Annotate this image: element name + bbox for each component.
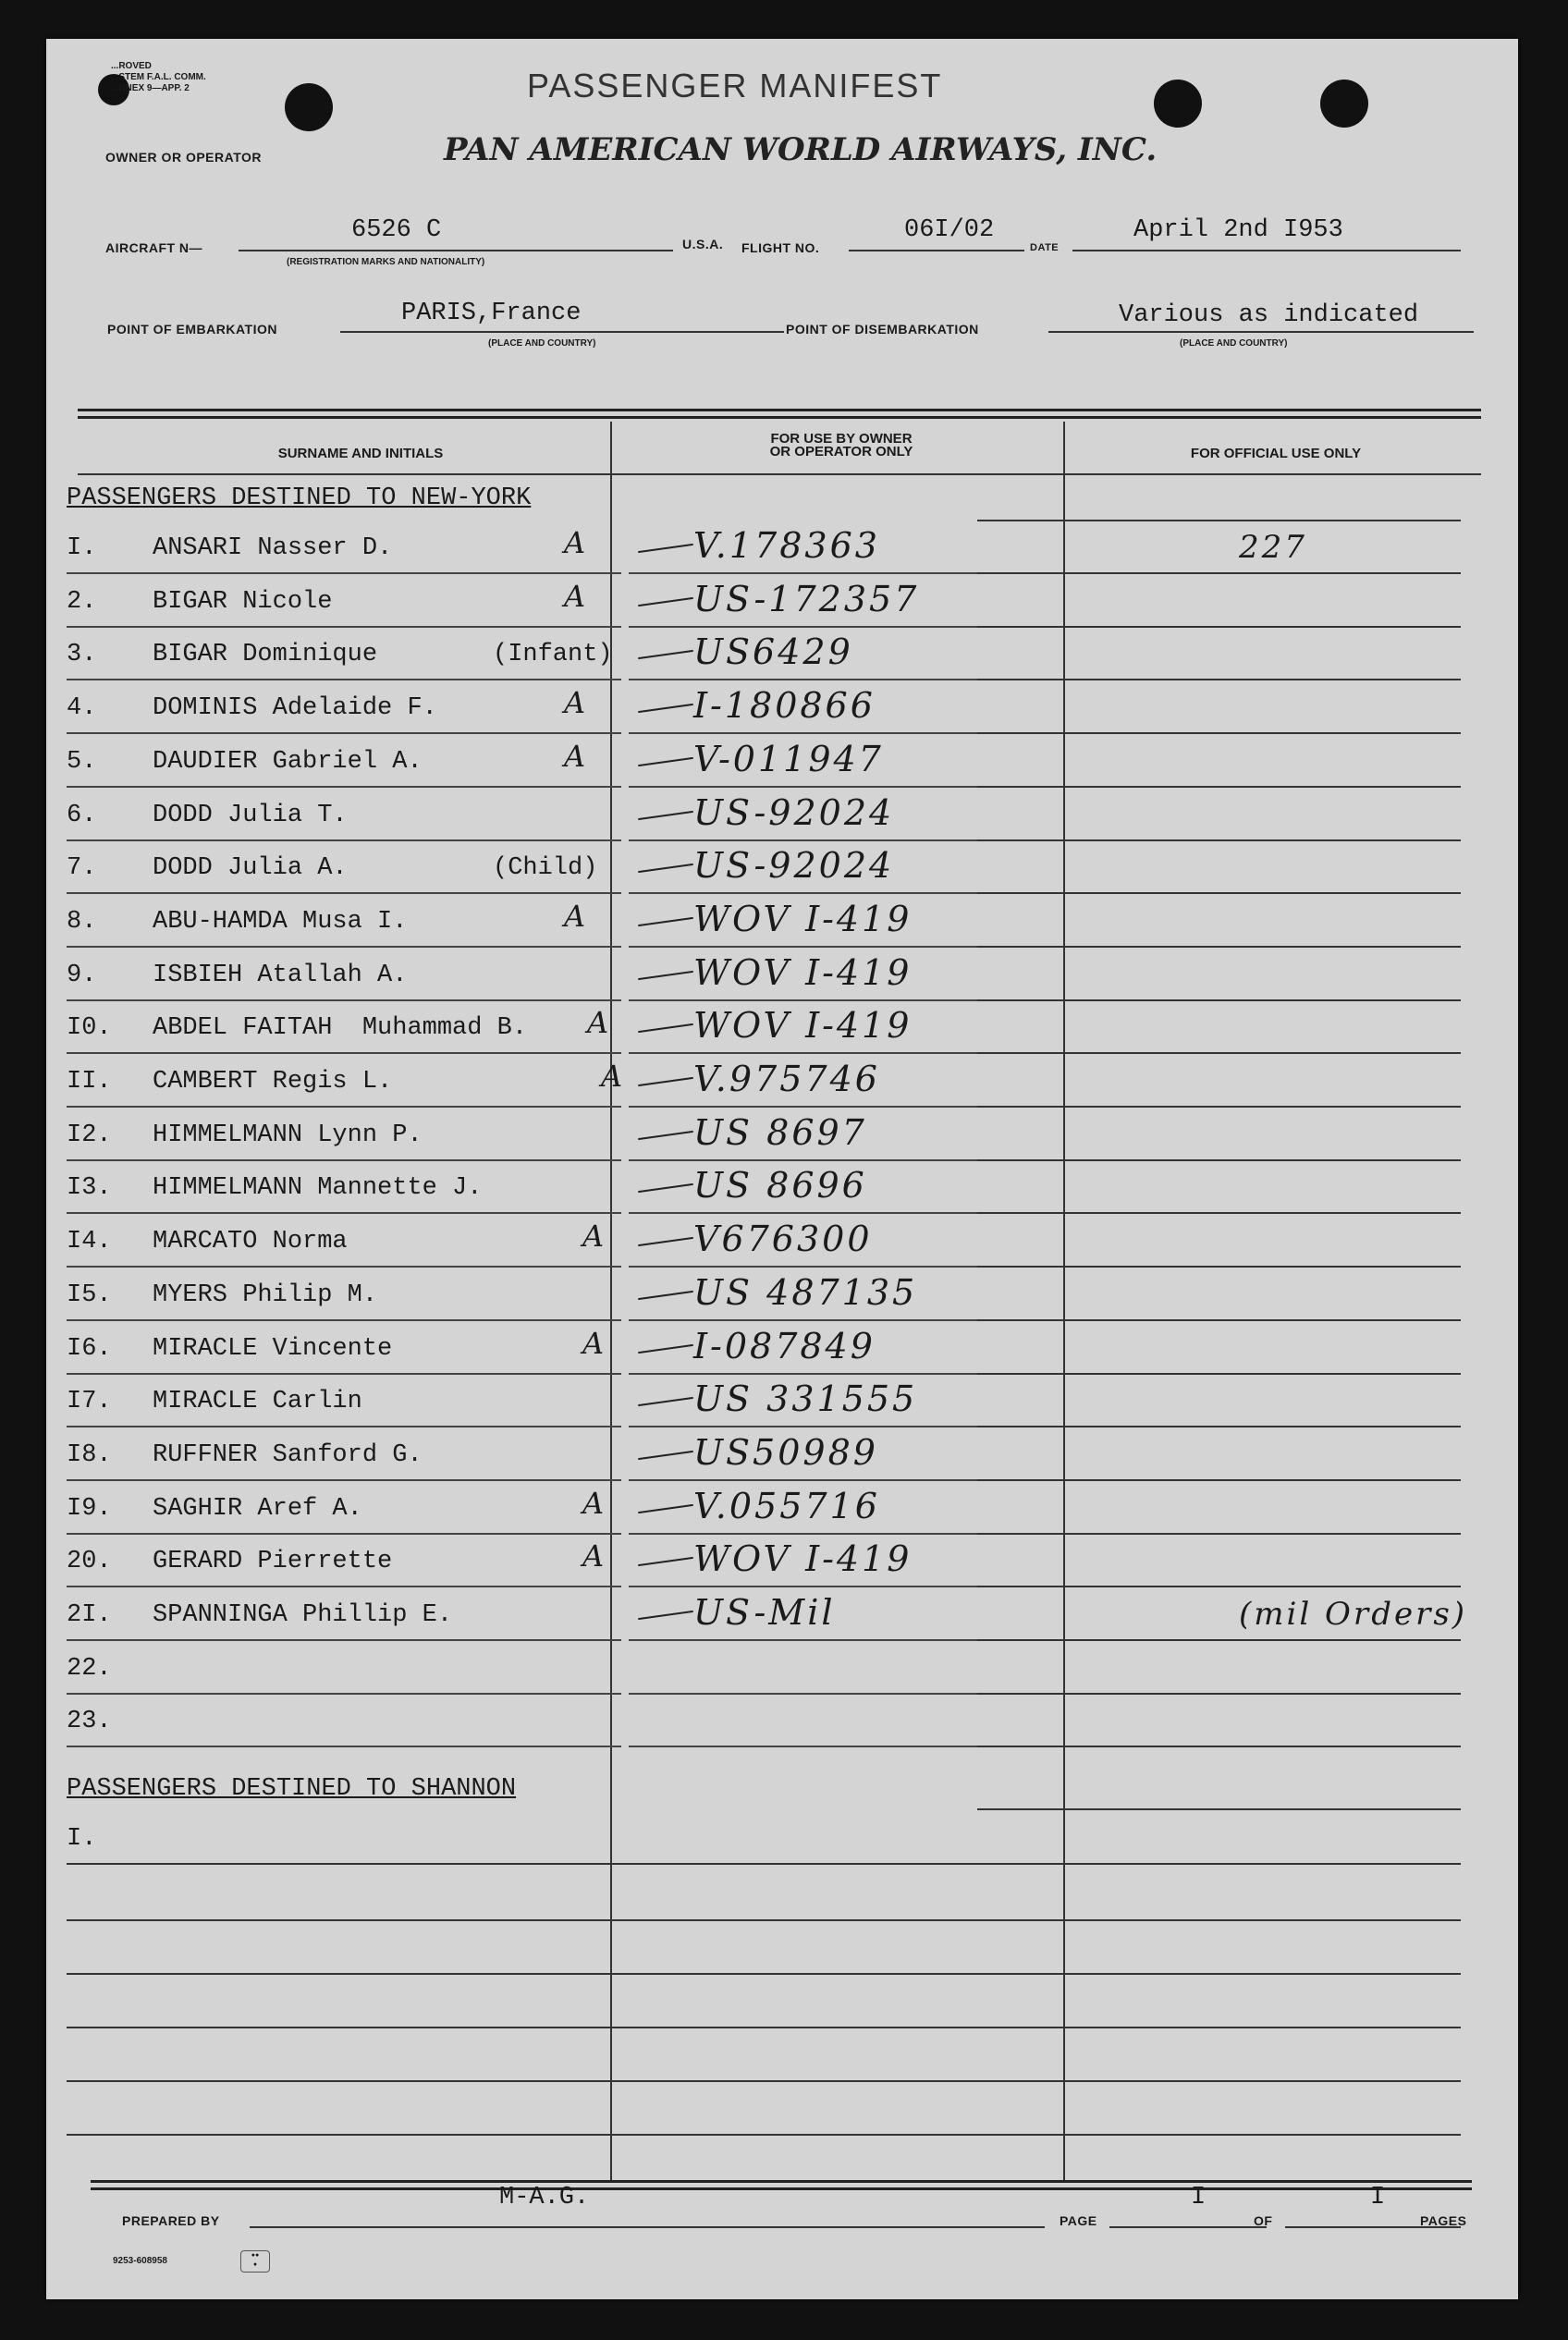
col-surname-header: SURNAME AND INITIALS (277, 446, 444, 461)
embark-underline (340, 331, 784, 333)
passenger-row (46, 841, 1518, 894)
passenger-row (46, 628, 1518, 680)
row-rule (977, 1693, 1461, 1695)
check-tick (638, 917, 693, 926)
passenger-number: I2. (67, 1121, 112, 1149)
row-rule (977, 1533, 1461, 1535)
blank-line (67, 1973, 1461, 1975)
passenger-number: 23. (67, 1708, 112, 1736)
check-tick (638, 1451, 693, 1460)
passenger-number: I9. (67, 1494, 112, 1523)
header-rule-bottom (78, 473, 1481, 475)
check-tick (638, 1023, 693, 1033)
row-rule (977, 1426, 1461, 1427)
row-rule (977, 1639, 1461, 1641)
passenger-name: DODD Julia T. (153, 801, 348, 829)
row-rule (67, 892, 621, 894)
passenger-row (46, 1588, 1518, 1641)
row-rule (67, 1052, 621, 1054)
page-underline (1109, 2226, 1267, 2228)
passenger-name: MYERS Philip M. (153, 1280, 378, 1309)
flight-underline (849, 250, 1024, 251)
passenger-mark: A (601, 1059, 623, 1094)
row-rule (977, 786, 1461, 788)
passenger-number: 2I. (67, 1601, 112, 1629)
row-rule (977, 1266, 1461, 1268)
check-tick (638, 970, 693, 979)
flight-label: FLIGHT NO. (741, 240, 820, 255)
passenger-number: 7. (67, 854, 97, 883)
row-rule (67, 1426, 621, 1427)
passenger-mark: A (564, 525, 586, 560)
aircraft-label: AIRCRAFT N— (105, 240, 203, 255)
passenger-row (46, 575, 1518, 628)
passenger-number: I8. (67, 1440, 112, 1469)
passenger-name: CAMBERT Regis L. (153, 1068, 393, 1096)
passenger-number: 2. (67, 587, 97, 616)
passenger-number: I3. (67, 1174, 112, 1203)
row-rule (67, 1533, 621, 1535)
row-rule (977, 1159, 1461, 1161)
row-rule (67, 626, 621, 628)
passenger-row (46, 895, 1518, 948)
row-rule (67, 786, 621, 788)
col-owner-header: FOR USE BY OWNER OR OPERATOR ONLY (769, 431, 913, 459)
date-value: April 2nd I953 (1133, 216, 1343, 244)
passenger-row (46, 1322, 1518, 1375)
page-value: I (1191, 2184, 1207, 2211)
passenger-name: DAUDIER Gabriel A. (153, 747, 423, 776)
check-tick (638, 757, 693, 766)
passenger-number: 4. (67, 694, 97, 723)
passenger-row (46, 789, 1518, 841)
passenger-document-ref: US-Mil (693, 1592, 836, 1633)
passenger-row (46, 1161, 1518, 1214)
passenger-row (46, 1642, 1518, 1695)
col-official-header: FOR OFFICIAL USE ONLY (1190, 446, 1362, 461)
passenger-document-ref: US6429 (693, 631, 853, 673)
passenger-number: I6. (67, 1334, 112, 1363)
row-rule (67, 1106, 621, 1108)
passenger-number: 5. (67, 747, 97, 776)
row-rule (67, 1479, 621, 1481)
check-tick (638, 864, 693, 873)
row-rule (977, 999, 1461, 1001)
passenger-number: I. (67, 534, 97, 562)
row-rule (67, 946, 621, 948)
official-use-entry: (mil Orders) (1239, 1596, 1468, 1633)
page-label: PAGE (1060, 2213, 1097, 2228)
punch-hole (1154, 80, 1202, 128)
owner-label: OWNER OR OPERATOR (105, 150, 262, 165)
passenger-mark: A (564, 685, 586, 721)
row-rule (67, 1863, 1461, 1865)
row-rule (67, 999, 621, 1001)
blank-line (67, 2027, 1461, 2028)
row-rule (67, 839, 621, 841)
passenger-name: DODD Julia A. (153, 854, 348, 883)
disembark-caption: (PLACE AND COUNTRY) (1180, 338, 1288, 349)
passenger-row (46, 1215, 1518, 1268)
disembark-label: POINT OF DISEMBARKATION (786, 322, 979, 337)
flight-value: 06I/02 (904, 216, 995, 244)
row-rule (67, 1373, 621, 1375)
row-rule (67, 1639, 621, 1641)
passenger-name: ISBIEH Atallah A. (153, 961, 408, 989)
section-shannon-line (977, 1808, 1461, 1810)
of-label: OF (1254, 2213, 1273, 2228)
blank-line (67, 2134, 1461, 2136)
check-tick (638, 1343, 693, 1353)
passenger-name: GERARD Pierrette (153, 1548, 393, 1576)
passenger-name: MIRACLE Carlin (153, 1388, 362, 1416)
passenger-document-ref: US 8697 (693, 1111, 867, 1153)
passenger-name: SPANNINGA Phillip E. (153, 1601, 453, 1629)
passenger-row (46, 1268, 1518, 1321)
usa-label: U.S.A. (682, 237, 724, 251)
passenger-number: 20. (67, 1548, 112, 1576)
aircraft-value: 6526 C (351, 216, 442, 244)
row-rule (67, 732, 621, 734)
check-tick (638, 1291, 693, 1300)
prepared-underline (250, 2226, 1045, 2228)
check-tick (638, 1183, 693, 1193)
passenger-document-ref: US50989 (693, 1431, 878, 1473)
passenger-name: HIMMELMANN Lynn P. (153, 1121, 423, 1149)
passenger-mark: A (582, 1538, 605, 1574)
row-rule (67, 1319, 621, 1321)
header-rule-top (78, 409, 1481, 411)
check-tick (638, 1557, 693, 1566)
approval-text: ...ROVED ...STEM F.A.L. COMM. ...NNEX 9—APP. 2 (111, 61, 206, 93)
passenger-document-ref: US-92024 (693, 845, 895, 887)
passenger-document-ref: US 8696 (693, 1165, 867, 1207)
row-rule (67, 1586, 621, 1587)
row-rule (977, 1746, 1461, 1747)
check-tick (638, 704, 693, 713)
embark-caption: (PLACE AND COUNTRY) (488, 338, 596, 349)
passenger-number: 9. (67, 961, 97, 989)
manifest-form (46, 39, 1518, 2299)
row-rule (67, 1266, 621, 1268)
punch-hole (285, 83, 333, 131)
passenger-row (46, 521, 1518, 574)
passenger-row (46, 1428, 1518, 1481)
passenger-row (46, 681, 1518, 734)
row-rule (977, 732, 1461, 734)
form-number: 9253-608958 (113, 2256, 167, 2266)
passenger-document-ref: V.055716 (693, 1485, 880, 1526)
official-use-entry: 227 (1239, 529, 1307, 566)
row-rule (67, 1159, 621, 1161)
aircraft-underline (239, 250, 673, 251)
passenger-number: I7. (67, 1388, 112, 1416)
passenger-document-ref: US-172357 (693, 578, 920, 619)
passenger-number: I4. (67, 1228, 112, 1256)
pages-label: PAGES (1420, 2213, 1467, 2228)
passenger-mark: A (564, 738, 586, 774)
disembark-value: Various as indicated (1119, 301, 1419, 329)
embark-label: POINT OF EMBARKATION (107, 322, 277, 337)
section-shannon: PASSENGERS DESTINED TO SHANNON (67, 1775, 517, 1803)
passenger-number: 22. (67, 1654, 112, 1683)
passenger-document-ref: V-011947 (693, 738, 884, 779)
row-rule (977, 946, 1461, 948)
passenger-row (46, 1109, 1518, 1161)
row-rule (67, 572, 621, 574)
passenger-number: 8. (67, 907, 97, 936)
check-tick (638, 1237, 693, 1246)
passenger-document-ref: WOV I-419 (693, 951, 913, 993)
prepared-label: PREPARED BY (122, 2213, 220, 2228)
row-rule (977, 679, 1461, 680)
passenger-name: DOMINIS Adelaide F. (153, 694, 437, 723)
aircraft-caption: (REGISTRATION MARKS AND NATIONALITY) (287, 257, 485, 267)
passenger-row (46, 1055, 1518, 1108)
blank-line (67, 1919, 1461, 1921)
passenger-name: ANSARI Nasser D. (153, 534, 393, 562)
embark-value: PARIS,France (401, 300, 582, 327)
passenger-name: SAGHIR Aref A. (153, 1494, 362, 1523)
row-rule (67, 1746, 621, 1747)
row-rule (977, 572, 1461, 574)
passenger-note: (Infant) (493, 641, 613, 669)
prepared-value: M-A.G. (499, 2184, 590, 2211)
row-rule (977, 1106, 1461, 1108)
passenger-document-ref: V676300 (693, 1219, 873, 1260)
passenger-document-ref: US 487135 (693, 1271, 918, 1313)
row-rule (67, 1693, 621, 1695)
passenger-number: 6. (67, 801, 97, 829)
header-rule-top-2 (78, 416, 1481, 419)
passenger-name: MARCATO Norma (153, 1228, 348, 1256)
row-rule (977, 892, 1461, 894)
blank-line (67, 2080, 1461, 2082)
check-tick (638, 1611, 693, 1620)
passenger-document-ref: US-92024 (693, 791, 895, 833)
passenger-number: I5. (67, 1280, 112, 1309)
row-rule (977, 839, 1461, 841)
passenger-row (46, 1001, 1518, 1054)
passenger-mark: A (582, 1325, 605, 1361)
row-rule (977, 1586, 1461, 1587)
passenger-mark: A (582, 1485, 605, 1521)
check-tick (638, 597, 693, 606)
check-tick (638, 544, 693, 553)
check-tick (638, 1131, 693, 1140)
passenger-note: (Child) (493, 854, 598, 883)
footer-rule (91, 2180, 1472, 2183)
passenger-name: MIRACLE Vincente (153, 1334, 393, 1363)
check-tick (638, 1397, 693, 1406)
passenger-document-ref: US 331555 (693, 1378, 918, 1420)
passenger-row (46, 1695, 1518, 1747)
check-tick (638, 650, 693, 659)
passenger-mark: A (564, 578, 586, 614)
passenger-row (46, 735, 1518, 788)
check-tick (638, 810, 693, 819)
shannon-row (46, 1812, 1518, 1865)
passenger-document-ref: WOV I-419 (693, 898, 913, 939)
passenger-row (46, 949, 1518, 1001)
passenger-name: ABDEL FAITAH Muhammad B. (153, 1014, 528, 1043)
row-rule (977, 626, 1461, 628)
row-rule (67, 679, 621, 680)
passenger-document-ref: V.178363 (693, 525, 880, 566)
row-rule (977, 1319, 1461, 1321)
passenger-document-ref: I-087849 (693, 1325, 876, 1366)
check-tick (638, 1077, 693, 1086)
passenger-document-ref: V.975746 (693, 1059, 880, 1099)
passenger-name: ABU-HAMDA Musa I. (153, 907, 408, 936)
date-label: DATE (1030, 242, 1060, 253)
row-rule (977, 1479, 1461, 1481)
pages-value: I (1370, 2184, 1386, 2211)
section-new-york: PASSENGERS DESTINED TO NEW-YORK (67, 484, 532, 512)
passenger-document-ref: WOV I-419 (693, 1538, 913, 1580)
airline-name: PAN AMERICAN WORLD AIRWAYS, INC. (444, 131, 1158, 168)
row-rule (977, 1052, 1461, 1054)
row-rule (977, 1373, 1461, 1375)
passenger-name: BIGAR Nicole (153, 587, 333, 616)
passenger-mark: A (582, 1219, 605, 1255)
passenger-mark: A (587, 1005, 609, 1041)
check-tick (638, 1503, 693, 1513)
passenger-row (46, 1482, 1518, 1535)
disembark-underline (1048, 331, 1474, 333)
passenger-name: HIMMELMANN Mannette J. (153, 1174, 483, 1203)
date-underline (1072, 250, 1461, 251)
footer-rule-2 (91, 2187, 1472, 2190)
row-rule (67, 1212, 621, 1214)
passenger-mark: A (564, 898, 586, 934)
passenger-name: RUFFNER Sanford G. (153, 1440, 423, 1469)
passenger-document-ref: WOV I-419 (693, 1005, 913, 1047)
passenger-number: 3. (67, 641, 97, 669)
passenger-number: I. (67, 1825, 97, 1853)
punch-hole (1320, 80, 1368, 128)
union-label-icon: ●● ● (240, 2250, 270, 2273)
form-title: PASSENGER MANIFEST (527, 67, 943, 104)
passenger-document-ref: I-180866 (693, 685, 876, 727)
passenger-number: II. (67, 1068, 112, 1096)
passenger-number: I0. (67, 1014, 112, 1043)
row-rule (977, 1212, 1461, 1214)
passenger-row (46, 1375, 1518, 1427)
passenger-row (46, 1535, 1518, 1587)
passenger-name: BIGAR Dominique (153, 641, 378, 669)
